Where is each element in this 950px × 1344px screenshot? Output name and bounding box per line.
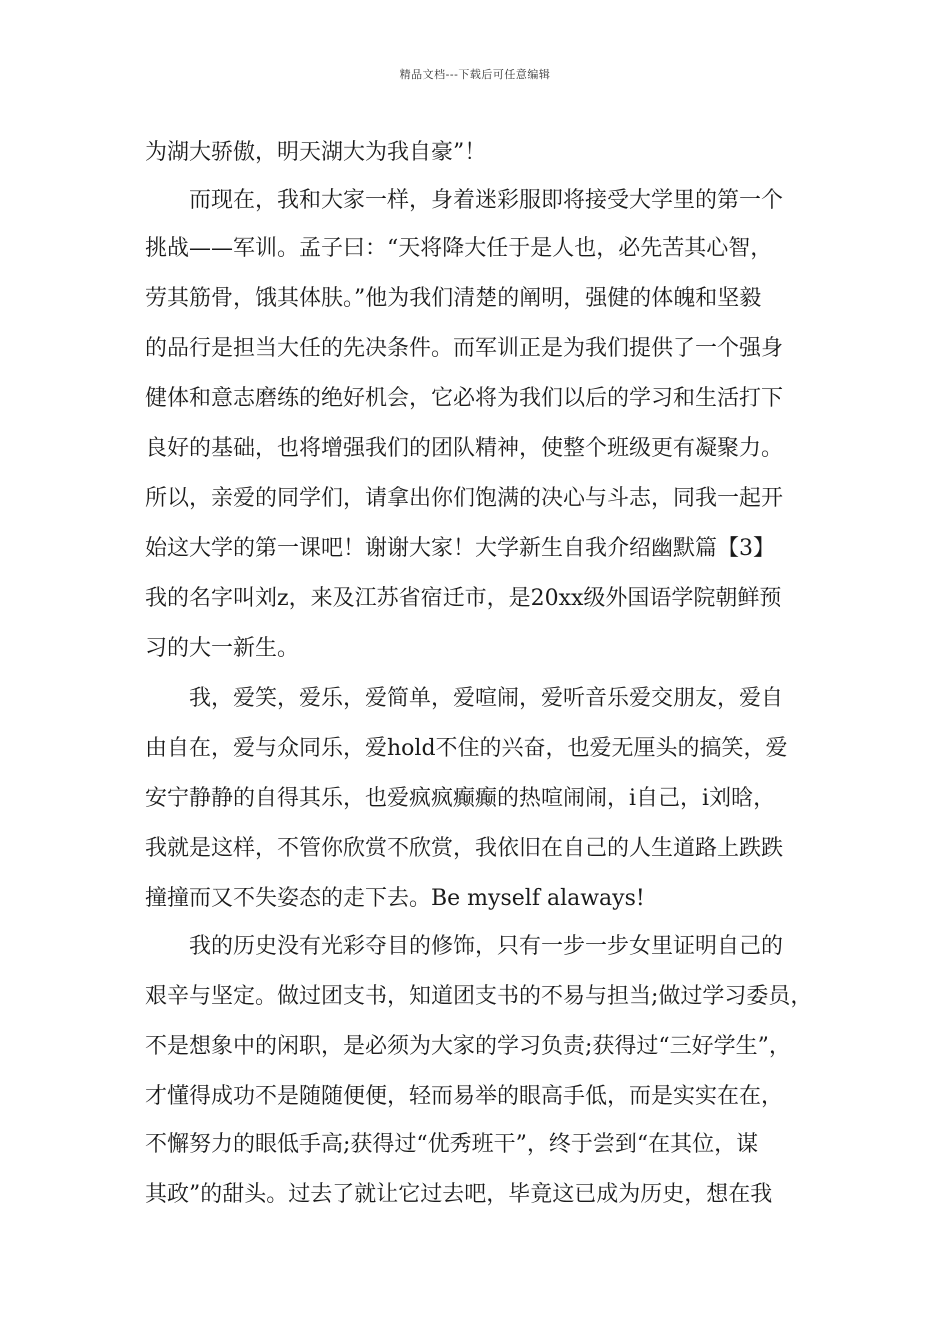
- text-line: 始这大学的第一课吧！谢谢大家！大学新生自我介绍幽默篇【3】: [145, 536, 775, 561]
- text-line: 劳其筋骨，饿其体肤。”他为我们清楚的阐明，强健的体魄和坚毅: [145, 286, 762, 311]
- text-line: 艰辛与坚定。做过团支书，知道团支书的不易与担当;做过学习委员，: [145, 984, 813, 1009]
- text-line: 才懂得成功不是随随便便，轻而易举的眼高手低，而是实实在在，: [145, 1084, 784, 1109]
- text-line: 我就是这样，不管你欣赏不欣赏，我依旧在自己的人生道路上跌跌: [145, 836, 784, 861]
- paragraph-first-line: 我，爱笑，爱乐，爱简单，爱喧闹，爱听音乐爱交朋友，爱自: [189, 686, 784, 711]
- text-line: 我的名字叫刘z，来及江苏省宿迁市，是20xx级外国语学院朝鲜预: [145, 586, 782, 611]
- text-line: 安宁静静的自得其乐，也爱疯疯癫癫的热喧闹闹，i自己，i刘晗，: [145, 786, 776, 811]
- text-line: 其政”的甜头。过去了就让它过去吧，毕竟这已成为历史，想在我: [145, 1182, 773, 1207]
- text-line: 健体和意志磨练的绝好机会，它必将为我们以后的学习和生活打下: [145, 386, 784, 411]
- page-header: 精品文档---下载后可任意编辑: [399, 68, 551, 81]
- text-line: 良好的基础，也将增强我们的团队精神，使整个班级更有凝聚力。: [145, 436, 784, 461]
- paragraph-first-line: 而现在，我和大家一样，身着迷彩服即将接受大学里的第一个: [189, 188, 784, 213]
- text-line: 由自在，爱与众同乐，爱hold不住的兴奋，也爱无厘头的搞笑，爱: [145, 736, 788, 761]
- text-line: 不是想象中的闲职，是必须为大家的学习负责;获得过“三好学生”，: [145, 1034, 791, 1059]
- paragraph-first-line: 我的历史没有光彩夺目的修饰，只有一步一步女里证明自己的: [189, 934, 784, 959]
- text-line: 为湖大骄傲，明天湖大为我自豪”！: [145, 140, 487, 165]
- text-line: 挑战——军训。孟子曰：“天将降大任于是人也，必先苦其心智，: [145, 236, 773, 261]
- text-line: 不懈努力的眼低手高;获得过“优秀班干”，终于尝到“在其位，谋: [145, 1132, 759, 1157]
- text-line: 撞撞而又不失姿态的走下去。Be myself alaways!: [145, 886, 645, 911]
- text-line: 习的大一新生。: [145, 636, 300, 661]
- text-line: 的品行是担当大任的先决条件。而军训正是为我们提供了一个强身: [145, 336, 784, 361]
- text-line: 所以，亲爱的同学们，请拿出你们饱满的决心与斗志，同我一起开: [145, 486, 784, 511]
